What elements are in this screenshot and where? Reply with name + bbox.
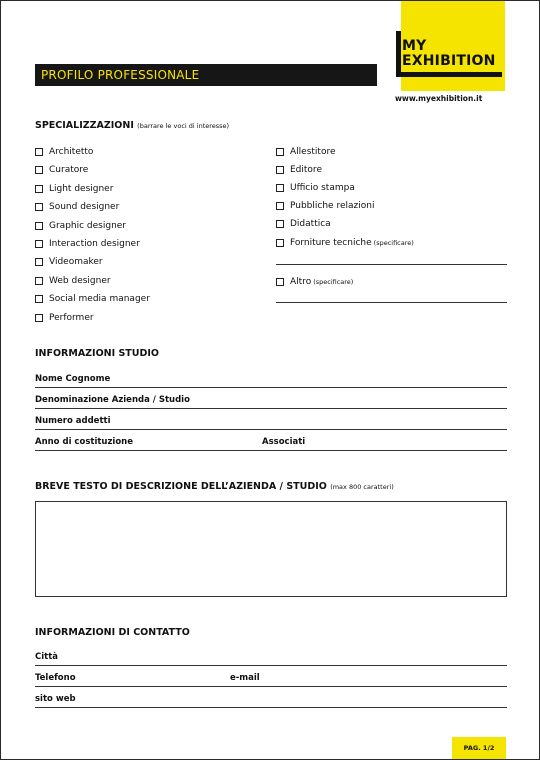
checkbox-label: Architetto — [49, 147, 94, 157]
checkbox-item-sound-designer[interactable] — [35, 201, 119, 213]
checkbox-item-videomaker[interactable] — [35, 256, 103, 268]
description-title: BREVE TESTO DI DESCRIZIONE DELL’AZIENDA / STUDIO — [35, 481, 327, 492]
checkbox-icon[interactable] — [35, 277, 43, 285]
employees-label: Numero addetti — [35, 416, 111, 426]
checkbox-icon[interactable] — [35, 166, 43, 174]
forniture-specify-line[interactable] — [276, 264, 507, 265]
checkbox-label: Social media manager — [49, 294, 150, 304]
checkbox-label: Sound designer — [49, 202, 120, 212]
checkbox-label: Editore — [290, 165, 322, 175]
checkbox-icon[interactable] — [35, 295, 43, 303]
checkbox-label: Videomaker — [49, 257, 103, 267]
checkbox-item-web-designer[interactable] — [35, 275, 111, 287]
checkbox-icon[interactable] — [276, 184, 284, 192]
checkbox-icon[interactable] — [35, 314, 43, 322]
website-field[interactable] — [35, 707, 507, 708]
phone-email-field[interactable] — [35, 686, 507, 687]
studio-heading: INFORMAZIONI STUDIO — [35, 348, 159, 359]
specializzazioni-note: (barrare le voci di interesse) — [137, 122, 230, 130]
employees-field[interactable] — [35, 429, 507, 430]
specializzazioni-title: SPECIALIZZAZIONI — [35, 120, 134, 131]
year-associates-field[interactable] — [35, 450, 507, 451]
checkbox-item-architetto[interactable] — [35, 146, 93, 158]
website-label: sito web — [35, 694, 76, 704]
checkbox-item-curatore[interactable] — [35, 164, 88, 176]
page-number-badge: PAG. 1/2 — [452, 737, 506, 759]
city-field[interactable] — [35, 665, 507, 666]
email-label: e-mail — [230, 673, 260, 683]
checkbox-icon[interactable] — [276, 166, 284, 174]
checkbox-label: Ufficio stampa — [290, 183, 355, 193]
associates-label: Associati — [262, 437, 306, 447]
checkbox-icon[interactable] — [276, 220, 284, 228]
description-note: (max 800 caratteri) — [330, 483, 394, 491]
company-label: Denominazione Azienda / Studio — [35, 395, 190, 405]
checkbox-item-graphic-designer[interactable] — [35, 220, 126, 232]
brand-logo: MY EXHIBITION — [402, 38, 496, 69]
checkbox-icon[interactable] — [276, 278, 284, 286]
checkbox-label: Allestitore — [290, 147, 336, 157]
checkbox-item-allestitore[interactable] — [276, 146, 336, 158]
checkbox-item-performer[interactable] — [35, 312, 94, 324]
checkbox-item-interaction-designer[interactable] — [35, 238, 140, 250]
website-url: www.myexhibition.it — [395, 94, 483, 103]
checkbox-icon[interactable] — [35, 222, 43, 230]
checkbox-label: Graphic designer — [49, 221, 127, 231]
altro-specify-line[interactable] — [276, 302, 507, 303]
city-label: Città — [35, 652, 59, 662]
name-field[interactable] — [35, 387, 507, 388]
checkbox-label: Pubbliche relazioni — [290, 201, 375, 211]
checkbox-label: Didattica — [290, 219, 331, 229]
checkbox-label: Altro — [290, 277, 312, 287]
checkbox-icon[interactable] — [276, 239, 284, 247]
checkbox-note: (specificare) — [313, 278, 354, 286]
checkbox-item-social-media-manager[interactable] — [35, 293, 150, 305]
checkbox-item-editore[interactable] — [276, 164, 322, 176]
checkbox-item-light-designer[interactable] — [35, 183, 113, 195]
checkbox-note: (specificare) — [373, 239, 414, 247]
checkbox-icon[interactable] — [35, 185, 43, 193]
checkbox-icon[interactable] — [35, 240, 43, 248]
page-title: PROFILO PROFESSIONALE — [35, 64, 377, 86]
checkbox-label: Curatore — [49, 165, 89, 175]
specializzazioni-heading — [35, 120, 229, 131]
checkbox-icon[interactable] — [276, 202, 284, 210]
checkbox-label: Light designer — [49, 184, 114, 194]
checkbox-label: Forniture tecniche — [290, 238, 372, 248]
checkbox-icon[interactable] — [35, 148, 43, 156]
name-label: Nome Cognome — [35, 374, 111, 384]
description-heading — [35, 481, 394, 492]
checkbox-item-pubbliche-relazioni[interactable] — [276, 200, 374, 212]
checkbox-label: Web designer — [49, 276, 111, 286]
phone-label: Telefono — [35, 673, 76, 683]
checkbox-icon[interactable] — [35, 258, 43, 266]
contact-heading: INFORMAZIONI DI CONTATTO — [35, 627, 190, 638]
checkbox-item-altro[interactable] — [276, 276, 353, 288]
checkbox-label: Performer — [49, 313, 94, 323]
checkbox-label: Interaction designer — [49, 239, 140, 249]
company-field[interactable] — [35, 408, 507, 409]
year-label: Anno di costituzione — [35, 437, 133, 447]
description-textarea[interactable] — [35, 501, 507, 597]
checkbox-item-ufficio-stampa[interactable] — [276, 182, 355, 194]
checkbox-icon[interactable] — [35, 203, 43, 211]
checkbox-item-forniture-tecniche[interactable] — [276, 237, 414, 249]
checkbox-icon[interactable] — [276, 148, 284, 156]
checkbox-item-didattica[interactable] — [276, 218, 331, 230]
